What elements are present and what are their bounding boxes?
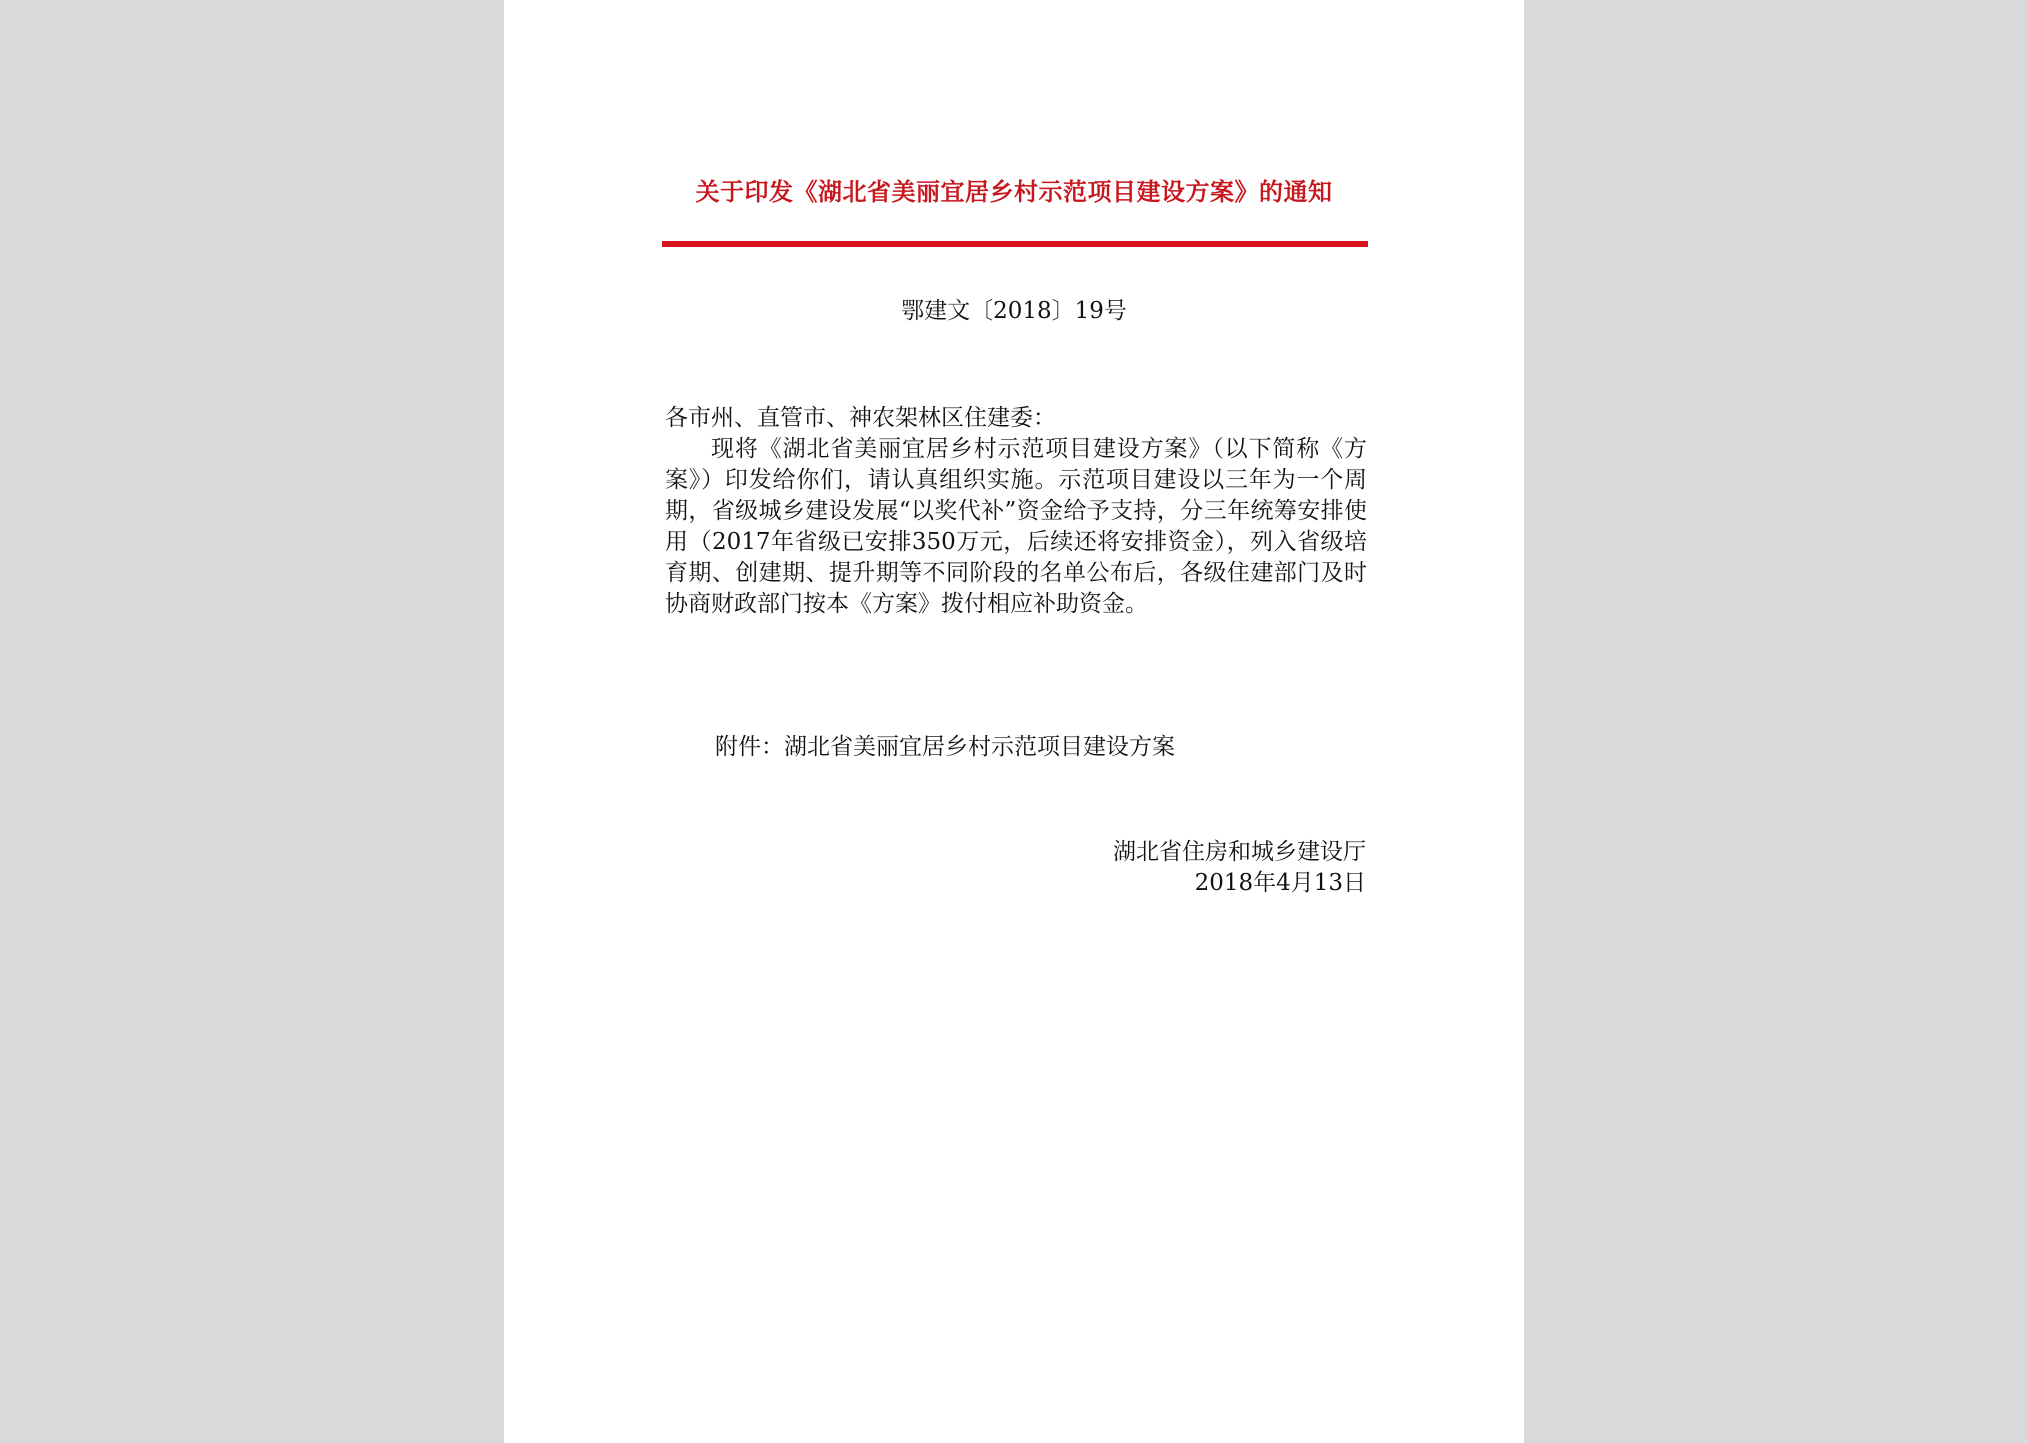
document-page [504, 0, 1524, 1443]
salutation: 各市州、直管市、神农架林区住建委： [665, 405, 1056, 431]
signature-date: 2018年4月13日 [1194, 870, 1366, 896]
body-paragraph: 现将《湖北省美丽宜居乡村示范项目建设方案》（以下简称《方案》）印发给你们，请认真组织实施。示范项目建设以三年为一个周期，省级城乡建设发展“以奖代补”资金给予支持，分三年统筹安排使用（2017年省级已安排350万元，后续还将安排资金），列入省级培育期、创建期、提升期等不同阶段的名单公布后，各级住建部门及时协商财政部门按本《方案》拨付相应补助资金。 [665, 436, 1367, 617]
attachment-line: 附件：湖北省美丽宜居乡村示范项目建设方案 [715, 734, 1175, 760]
document-number: 鄂建文〔2018〕19号 [901, 298, 1127, 324]
signature-organization: 湖北省住房和城乡建设厅 [1113, 839, 1366, 865]
document-body [665, 403, 1367, 620]
signature-block [1113, 837, 1366, 899]
document-title: 关于印发《湖北省美丽宜居乡村示范项目建设方案》的通知 [695, 177, 1333, 206]
title-divider [662, 241, 1368, 247]
